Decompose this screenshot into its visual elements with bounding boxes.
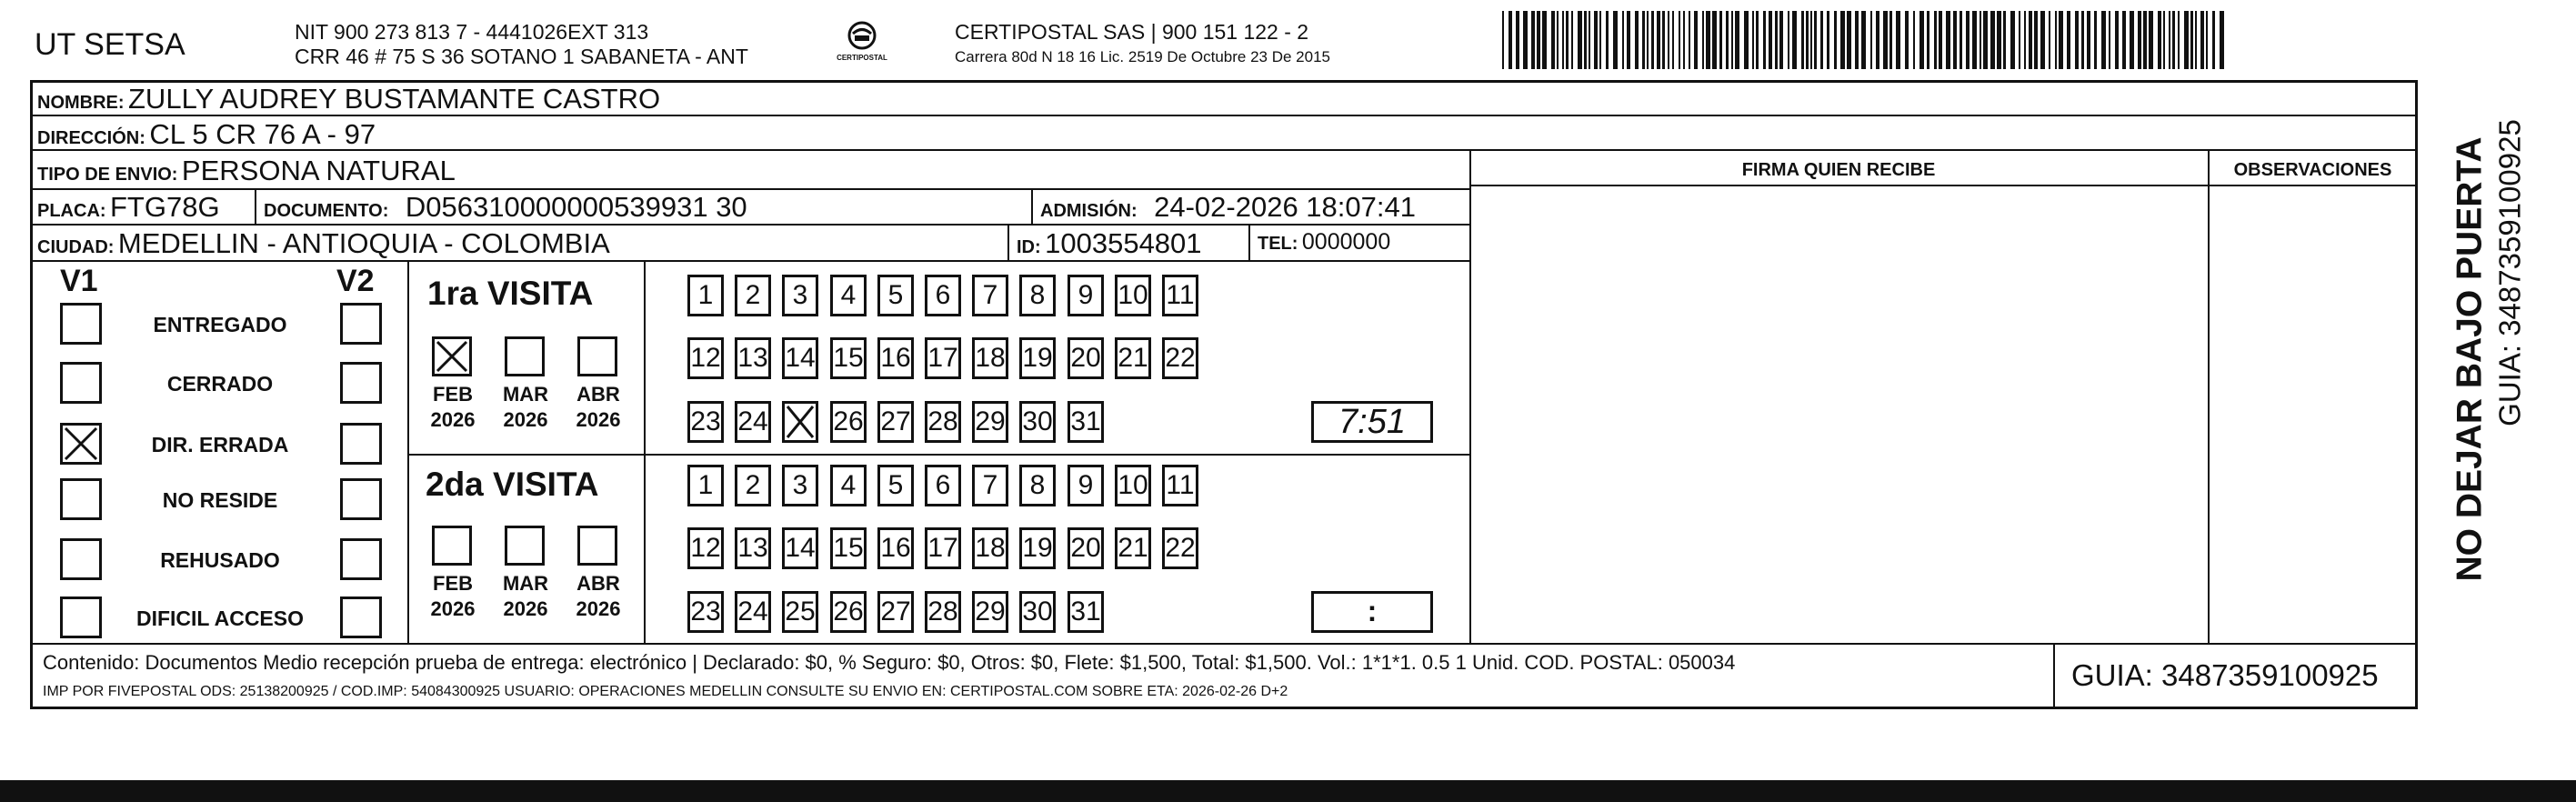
barcode-bar <box>1523 11 1528 69</box>
day-box[interactable]: 22 <box>1162 527 1198 569</box>
day-box[interactable]: 6 <box>925 465 961 506</box>
id-label: ID: <box>1017 237 1041 257</box>
barcode-bar <box>1551 11 1555 69</box>
barcode-bar <box>2094 11 2097 69</box>
v2-checkbox[interactable] <box>340 362 382 404</box>
day-box[interactable]: 14 <box>782 527 818 569</box>
barcode-bar <box>1953 11 1957 69</box>
month-checkbox[interactable] <box>432 336 472 376</box>
day-box[interactable]: 8 <box>1019 275 1056 316</box>
barcode-bar <box>1820 11 1823 69</box>
barcode-bar <box>1668 11 1669 69</box>
day-box[interactable]: 9 <box>1067 275 1104 316</box>
day-box[interactable]: 17 <box>925 337 961 379</box>
barcode-bar <box>1712 11 1717 69</box>
day-box[interactable]: 16 <box>877 527 914 569</box>
barcode-bar <box>1706 11 1710 69</box>
barcode-bar <box>1779 11 1783 69</box>
v1-checkbox[interactable] <box>60 362 102 404</box>
barcode-bar <box>2010 11 2015 69</box>
bottom-rule <box>0 780 2576 802</box>
side-warning: NO DEJAR BAJO PUERTA <box>2450 136 2490 582</box>
barcode-bar <box>1946 11 1950 69</box>
barcode-bar <box>2220 11 2224 69</box>
day-box[interactable]: 5 <box>877 275 914 316</box>
day-box[interactable]: 30 <box>1019 591 1056 633</box>
day-box[interactable]: 1 <box>687 465 724 506</box>
day-box[interactable]: 13 <box>735 527 771 569</box>
barcode-bar <box>1679 11 1680 69</box>
tel-field <box>1258 231 1390 254</box>
day-box[interactable]: 26 <box>830 401 867 443</box>
barcode-bar <box>1502 11 1504 69</box>
company-name: UT SETSA <box>35 27 185 62</box>
day-box[interactable] <box>782 401 818 443</box>
barcode-bar <box>1788 11 1789 69</box>
day-box[interactable]: 13 <box>735 337 771 379</box>
month-label: MAR 2026 <box>502 383 549 431</box>
day-box[interactable]: 3 <box>782 465 818 506</box>
barcode-bar <box>1756 11 1759 69</box>
barcode-bar <box>1702 11 1704 69</box>
barcode-bar <box>1571 11 1573 69</box>
footer-guide: GUIA: 3487359100925 <box>2071 658 2379 692</box>
v2-checkbox[interactable] <box>340 303 382 345</box>
month-checkbox[interactable] <box>505 336 545 376</box>
nit-line: NIT 900 273 813 7 - 4441026EXT 313 <box>295 20 649 44</box>
barcode-bar <box>1840 11 1845 69</box>
contents-line: Contenido: Documentos Medio recepción prueba de entrega: electrónico | Declarado: $0, % Seguro: $0, Otros: $0, Flete: $1,500, Total: $1,500. Vol.: 1*1*1. 0.5 1 Unid. COD. POSTAL: 050034 <box>43 651 1736 674</box>
day-box[interactable]: 4 <box>830 275 867 316</box>
day-box[interactable]: 7 <box>972 465 1008 506</box>
barcode-bar <box>2138 11 2141 69</box>
signature-area[interactable] <box>1473 187 2205 640</box>
day-box[interactable]: 7 <box>972 275 1008 316</box>
v1-label: V1 <box>60 264 98 298</box>
barcode-bar <box>1509 11 1512 69</box>
month-checkbox[interactable] <box>505 526 545 566</box>
status-option-label: DIR. ERRADA <box>151 433 289 456</box>
address-line: CRR 46 # 75 S 36 SOTANO 1 SABANETA - ANT <box>295 45 748 68</box>
barcode-bar <box>2169 11 2170 69</box>
barcode-bar <box>1594 11 1598 69</box>
barcode-bar <box>1622 11 1624 69</box>
day-box[interactable]: 15 <box>830 527 867 569</box>
barcode-bar <box>1810 11 1812 69</box>
barcode-bar <box>2149 11 2153 69</box>
day-box[interactable]: 12 <box>687 527 724 569</box>
barcode-bar <box>1627 11 1630 69</box>
barcode-bar <box>2034 11 2038 69</box>
barcode-bar <box>1801 11 1804 69</box>
barcode-bar <box>1578 11 1582 69</box>
barcode-bar <box>2163 11 2165 69</box>
day-box[interactable]: 18 <box>972 337 1008 379</box>
day-box[interactable]: 8 <box>1019 465 1056 506</box>
day-box[interactable]: 4 <box>830 465 867 506</box>
barcode-bar <box>1847 11 1851 69</box>
barcode-bar <box>1883 11 1888 69</box>
barcode-bar <box>1589 11 1590 69</box>
barcode-bar <box>1980 11 1981 69</box>
document-field <box>264 193 747 221</box>
status-option-label: NO RESIDE <box>162 488 278 512</box>
barcode-bar <box>2122 11 2126 69</box>
logo-text: CERTIPOSTAL <box>837 54 887 62</box>
city-label: CIUDAD: <box>37 237 115 257</box>
barcode-bar <box>1584 11 1587 69</box>
signature-header: FIRMA QUIEN RECIBE <box>1741 160 1936 180</box>
barcode-bar <box>1744 11 1749 69</box>
barcode-bar <box>1516 11 1519 69</box>
tel-label: TEL: <box>1258 234 1298 254</box>
v1-checkbox[interactable] <box>60 423 102 465</box>
barcode-bar <box>1735 11 1739 69</box>
barcode-bar <box>2067 11 2070 69</box>
name-field <box>37 85 660 113</box>
plate-label: PLACA: <box>37 201 106 221</box>
day-box[interactable]: 19 <box>1019 337 1056 379</box>
barcode-bar <box>2212 11 2215 69</box>
barcode-bar <box>1613 11 1618 69</box>
day-box[interactable]: 25 <box>782 591 818 633</box>
observations-area[interactable] <box>2211 187 2415 640</box>
month-label: FEB 2026 <box>430 383 476 431</box>
month-checkbox[interactable] <box>432 526 472 566</box>
plate-value: FTG78G <box>110 191 220 223</box>
day-box[interactable]: 22 <box>1162 337 1198 379</box>
barcode-bar <box>1905 11 1909 69</box>
v1-checkbox[interactable] <box>60 596 102 638</box>
barcode-bar <box>1537 11 1540 69</box>
day-box[interactable]: 17 <box>925 527 961 569</box>
barcode-bar <box>2172 11 2175 69</box>
first-visit-title: 1ra VISITA <box>427 275 594 312</box>
barcode-bar <box>1662 11 1665 69</box>
id-field <box>1017 229 1202 257</box>
city-field <box>37 229 610 257</box>
barcode-bar <box>2143 11 2147 69</box>
day-box[interactable]: 6 <box>925 275 961 316</box>
barcode-bar <box>1861 11 1866 69</box>
barcode-bar <box>1606 11 1609 69</box>
barcode-bar <box>1566 11 1569 69</box>
v1-checkbox[interactable] <box>60 303 102 345</box>
barcode-bar <box>1647 11 1649 69</box>
barcode-bar <box>1562 11 1564 69</box>
day-box[interactable]: 24 <box>735 591 771 633</box>
barcode-bar <box>1927 11 1929 69</box>
barcode-bar <box>2075 11 2079 69</box>
barcode-bar <box>2190 11 2193 69</box>
barcode <box>1502 11 2230 69</box>
barcode-bar <box>2029 11 2032 69</box>
admission-field <box>1040 193 1416 221</box>
printed-line: IMP POR FIVEPOSTAL ODS: 25138200925 / COD.IMP: 54084300925 USUARIO: OPERACIONES MEDELLIN CONSULTE SU ENVIO EN: CERTIPOSTAL.COM SOBRE ETA: 2026-02-26 D+2 <box>43 684 1288 699</box>
v1-checkbox[interactable] <box>60 478 102 520</box>
barcode-bar <box>2019 11 2020 69</box>
day-box[interactable]: 28 <box>925 401 961 443</box>
barcode-bar <box>1599 11 1601 69</box>
barcode-bar <box>1834 11 1837 69</box>
tel-value: 0000000 <box>1301 229 1391 255</box>
barcode-bar <box>2101 11 2106 69</box>
license-line: Carrera 80d N 18 16 Lic. 2519 De Octubre 23 De 2015 <box>955 48 1330 65</box>
day-box[interactable]: 23 <box>687 591 724 633</box>
day-box[interactable]: 26 <box>830 591 867 633</box>
day-box[interactable]: 19 <box>1019 527 1056 569</box>
barcode-bar <box>2024 11 2026 69</box>
day-box[interactable]: 14 <box>782 337 818 379</box>
cross-mark-icon <box>785 404 816 440</box>
barcode-bar <box>1752 11 1754 69</box>
observations-header: OBSERVACIONES <box>2233 160 2392 180</box>
month-label: FEB 2026 <box>430 572 476 620</box>
barcode-bar <box>1827 11 1829 69</box>
day-box[interactable]: 24 <box>735 401 771 443</box>
barcode-bar <box>1966 11 1970 69</box>
barcode-bar <box>1889 11 1892 69</box>
day-box[interactable]: 28 <box>925 591 961 633</box>
v2-checkbox[interactable] <box>340 596 382 638</box>
day-box[interactable]: 5 <box>877 465 914 506</box>
day-box[interactable]: 31 <box>1067 591 1104 633</box>
barcode-bar <box>2003 11 2006 69</box>
barcode-bar <box>1990 11 1995 69</box>
day-box[interactable]: 11 <box>1162 275 1198 316</box>
plate-field <box>37 193 220 221</box>
first-visit-time: 7:51 <box>1338 403 1406 441</box>
day-box[interactable]: 3 <box>782 275 818 316</box>
v2-label: V2 <box>336 264 375 298</box>
barcode-bar <box>1792 11 1797 69</box>
barcode-bar <box>1919 11 1924 69</box>
v2-checkbox[interactable] <box>340 423 382 465</box>
type-label: TIPO DE ENVIO: <box>37 165 178 185</box>
day-box[interactable]: 20 <box>1067 527 1104 569</box>
day-box[interactable]: 9 <box>1067 465 1104 506</box>
barcode-bar <box>1635 11 1639 69</box>
barcode-bar <box>1531 11 1535 69</box>
barcode-bar <box>1683 11 1685 69</box>
cross-mark-icon <box>63 426 99 462</box>
month-checkbox[interactable] <box>577 526 617 566</box>
barcode-bar <box>2178 11 2180 69</box>
cross-mark-icon <box>435 339 469 374</box>
day-box[interactable]: 10 <box>1115 275 1151 316</box>
barcode-bar <box>2195 11 2197 69</box>
day-box[interactable]: 12 <box>687 337 724 379</box>
day-box[interactable]: 1 <box>687 275 724 316</box>
barcode-bar <box>2115 11 2119 69</box>
barcode-bar <box>1983 11 1988 69</box>
admission-label: ADMISIÓN: <box>1040 201 1138 221</box>
month-label: ABR 2026 <box>576 572 621 620</box>
barcode-bar <box>2206 11 2208 69</box>
certipostal-logo <box>835 20 889 67</box>
barcode-bar <box>1657 11 1660 69</box>
id-value: 1003554801 <box>1045 227 1202 259</box>
day-box[interactable]: 18 <box>972 527 1008 569</box>
status-option-label: REHUSADO <box>160 548 280 572</box>
recipient-address: CL 5 CR 76 A - 97 <box>149 118 376 150</box>
status-option-label: DIFICIL ACCESO <box>135 607 304 630</box>
address-label: DIRECCIÓN: <box>37 128 145 148</box>
day-box[interactable]: 2 <box>735 465 771 506</box>
barcode-bar <box>2049 11 2050 69</box>
second-visit-time: : <box>1367 595 1378 627</box>
barcode-bar <box>2055 11 2057 69</box>
barcode-bar <box>2109 11 2110 69</box>
day-box[interactable]: 31 <box>1067 401 1104 443</box>
day-box[interactable]: 23 <box>687 401 724 443</box>
day-box[interactable]: 20 <box>1067 337 1104 379</box>
barcode-bar <box>1814 11 1817 69</box>
status-option-label: ENTREGADO <box>153 313 287 336</box>
type-field <box>37 156 456 185</box>
day-box[interactable]: 29 <box>972 591 1008 633</box>
barcode-bar <box>1997 11 2001 69</box>
city-value: MEDELLIN - ANTIOQUIA - COLOMBIA <box>117 227 610 259</box>
barcode-bar <box>2158 11 2161 69</box>
day-box[interactable]: 30 <box>1019 401 1056 443</box>
barcode-bar <box>1557 11 1559 69</box>
barcode-bar <box>1689 11 1690 69</box>
barcode-bar <box>2040 11 2045 69</box>
month-label: ABR 2026 <box>576 383 621 431</box>
barcode-bar <box>1651 11 1654 69</box>
barcode-bar <box>2059 11 2063 69</box>
barcode-bar <box>1775 11 1778 69</box>
barcode-bar <box>1876 11 1879 69</box>
shipment-type: PERSONA NATURAL <box>181 155 456 186</box>
day-box[interactable]: 27 <box>877 591 914 633</box>
barcode-bar <box>1726 11 1729 69</box>
day-box[interactable]: 11 <box>1162 465 1198 506</box>
barcode-bar <box>1870 11 1872 69</box>
v1-checkbox[interactable] <box>60 538 102 580</box>
document-value: D056310000000539931 30 <box>405 191 747 223</box>
day-box[interactable]: 10 <box>1115 465 1151 506</box>
barcode-bar <box>1769 11 1772 69</box>
month-label: MAR 2026 <box>502 572 549 620</box>
side-guide: GUIA: 3487359100925 <box>2492 119 2527 426</box>
day-box[interactable]: 16 <box>877 337 914 379</box>
document-label: DOCUMENTO: <box>264 201 389 221</box>
day-box[interactable]: 21 <box>1115 527 1151 569</box>
day-box[interactable]: 21 <box>1115 337 1151 379</box>
barcode-bar <box>1719 11 1722 69</box>
address-field <box>37 120 376 148</box>
second-visit-title: 2da VISITA <box>426 466 599 503</box>
barcode-bar <box>1913 11 1915 69</box>
barcode-bar <box>1694 11 1698 69</box>
name-label: NOMBRE: <box>37 93 125 113</box>
barcode-bar <box>1972 11 1977 69</box>
day-box[interactable]: 29 <box>972 401 1008 443</box>
barcode-bar <box>1542 11 1547 69</box>
barcode-bar <box>1934 11 1937 69</box>
barcode-bar <box>2130 11 2134 69</box>
barcode-bar <box>2081 11 2084 69</box>
admission-value: 24-02-2026 18:07:41 <box>1154 191 1416 223</box>
barcode-bar <box>2200 11 2204 69</box>
v2-checkbox[interactable] <box>340 538 382 580</box>
status-option-label: CERRADO <box>166 372 274 396</box>
barcode-bar <box>2184 11 2189 69</box>
barcode-bar <box>1806 11 1809 69</box>
day-box[interactable]: 27 <box>877 401 914 443</box>
day-box[interactable]: 2 <box>735 275 771 316</box>
barcode-bar <box>1763 11 1766 69</box>
recipient-name: ZULLY AUDREY BUSTAMANTE CASTRO <box>128 83 661 115</box>
v2-checkbox[interactable] <box>340 478 382 520</box>
barcode-bar <box>1731 11 1733 69</box>
barcode-bar <box>1672 11 1674 69</box>
barcode-bar <box>1939 11 1942 69</box>
barcode-bar <box>1896 11 1900 69</box>
day-box[interactable]: 15 <box>830 337 867 379</box>
barcode-bar <box>1642 11 1645 69</box>
barcode-bar <box>1855 11 1859 69</box>
barcode-bar <box>2087 11 2090 69</box>
barcode-bar <box>1960 11 1962 69</box>
certipostal-line: CERTIPOSTAL SAS | 900 151 122 - 2 <box>955 20 1309 44</box>
month-checkbox[interactable] <box>577 336 617 376</box>
